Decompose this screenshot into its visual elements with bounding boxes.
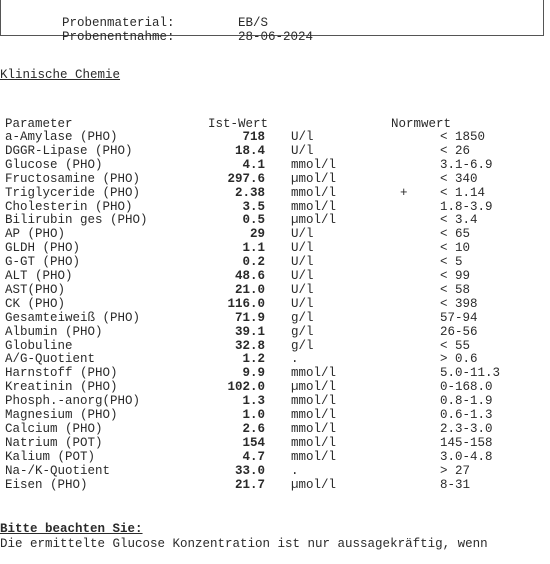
- sample-date-label: Probenentnahme:: [62, 30, 175, 44]
- sample-info-box: [0, 0, 544, 44]
- table-row: [0, 464, 550, 478]
- result-value: 39.1: [234, 324, 265, 339]
- result-value: 0.5: [242, 213, 265, 228]
- reference-range: < 1850: [440, 130, 486, 144]
- sample-material-label: Probenmaterial:: [62, 16, 175, 30]
- reference-range: 0.8-1.9: [440, 394, 493, 409]
- table-row: [0, 394, 550, 408]
- result-value: 21.7: [234, 477, 265, 492]
- reference-range: < 3.4: [440, 213, 478, 228]
- table-row: [0, 269, 550, 283]
- parameter-name: Magnesium (PHO): [5, 408, 118, 422]
- table-row: [0, 352, 550, 366]
- parameter-name: Natrium (POT): [5, 435, 103, 450]
- table-row: [0, 255, 550, 269]
- result-unit: .: [291, 352, 299, 367]
- parameter-name: Glucose (PHO): [5, 157, 103, 172]
- result-value: 154: [242, 435, 265, 450]
- result-unit: mmol/l: [291, 199, 337, 214]
- result-unit: U/l: [291, 255, 314, 270]
- table-row: [0, 213, 550, 227]
- parameter-name: Phosph.-anorg(PHO): [5, 394, 141, 409]
- sample-date-row: [17, 16, 313, 58]
- result-unit: mmol/l: [291, 435, 337, 450]
- reference-range: < 65: [440, 227, 471, 242]
- table-row: [0, 366, 550, 380]
- parameter-name: Fructosamine (PHO): [5, 171, 141, 186]
- parameter-name: Calcium (PHO): [5, 421, 103, 436]
- result-value: 33.0: [234, 463, 265, 478]
- parameter-name: Triglyceride (PHO): [5, 185, 141, 200]
- section-title: Klinische Chemie: [0, 68, 121, 82]
- parameter-name: Gesamteiweiß (PHO): [5, 310, 141, 325]
- table-row: [0, 186, 550, 200]
- parameter-name: CK (PHO): [5, 296, 66, 311]
- parameter-name: DGGR-Lipase (PHO): [5, 143, 133, 158]
- reference-range: 57-94: [440, 310, 478, 325]
- reference-range: 2.3-3.0: [440, 421, 493, 436]
- notice-title: Bitte beachten Sie:: [0, 522, 143, 536]
- result-unit: U/l: [291, 282, 314, 297]
- table-row: [0, 200, 550, 214]
- result-unit: U/l: [291, 241, 314, 256]
- result-value: 32.8: [234, 338, 265, 353]
- table-row: [0, 325, 550, 339]
- table-row: [0, 130, 550, 144]
- result-value: 102.0: [227, 380, 265, 395]
- result-unit: U/l: [291, 269, 314, 283]
- parameter-name: Kalium (POT): [5, 449, 96, 464]
- reference-range: 26-56: [440, 324, 478, 339]
- table-row: [0, 158, 550, 172]
- reference-range: 8-31: [440, 477, 471, 492]
- reference-range: < 58: [440, 282, 471, 297]
- result-value: 48.6: [234, 269, 265, 283]
- reference-range: 3.1-6.9: [440, 157, 493, 172]
- result-unit: µmol/l: [291, 380, 337, 395]
- result-unit: .: [291, 463, 299, 478]
- parameter-name: Harnstoff (PHO): [5, 366, 118, 381]
- parameter-name: Cholesterin (PHO): [5, 199, 133, 214]
- result-unit: g/l: [291, 338, 314, 353]
- table-row: [0, 297, 550, 311]
- table-row: [0, 172, 550, 186]
- result-unit: mmol/l: [291, 157, 337, 172]
- reference-range: < 10: [440, 241, 471, 256]
- table-row: [0, 436, 550, 450]
- reference-range: > 0.6: [440, 352, 478, 367]
- result-unit: mmol/l: [291, 421, 337, 436]
- result-value: 297.6: [227, 171, 265, 186]
- result-value: 1.2: [242, 352, 265, 367]
- result-value: 71.9: [234, 310, 265, 325]
- result-unit: U/l: [291, 143, 314, 158]
- reference-range: 0-168.0: [440, 380, 493, 395]
- result-unit: g/l: [291, 310, 314, 325]
- column-header-value: Ist-Wert: [208, 117, 269, 131]
- result-unit: mmol/l: [291, 185, 337, 200]
- table-row: [0, 227, 550, 241]
- reference-range: 0.6-1.3: [440, 408, 493, 422]
- parameter-name: Albumin (PHO): [5, 324, 103, 339]
- result-value: 4.1: [242, 157, 265, 172]
- result-value: 29: [249, 227, 265, 242]
- parameter-name: Bilirubin ges (PHO): [5, 213, 148, 228]
- table-row: [0, 339, 550, 353]
- reference-range: < 5: [440, 255, 463, 270]
- result-value: 1.1: [242, 241, 265, 256]
- reference-range: < 398: [440, 296, 478, 311]
- result-value: 1.3: [242, 394, 265, 409]
- reference-range: < 1.14: [440, 185, 486, 200]
- parameter-name: AST(PHO): [5, 282, 66, 297]
- parameter-name: A/G-Quotient: [5, 352, 96, 367]
- result-value: 3.5: [242, 199, 265, 214]
- reference-range: 1.8-3.9: [440, 199, 493, 214]
- reference-range: 5.0-11.3: [440, 366, 501, 381]
- result-value: 2.38: [234, 185, 265, 200]
- result-unit: µmol/l: [291, 171, 337, 186]
- parameter-name: G-GT (PHO): [5, 255, 81, 270]
- column-header-parameter: Parameter: [5, 117, 73, 131]
- parameter-name: Na-/K-Quotient: [5, 463, 111, 478]
- reference-range: < 99: [440, 269, 471, 283]
- table-row: [0, 478, 550, 492]
- table-row: [0, 380, 550, 394]
- result-value: 18.4: [234, 143, 265, 158]
- result-unit: µmol/l: [291, 213, 337, 228]
- parameter-name: Kreatinin (PHO): [5, 380, 118, 395]
- result-flag: +: [400, 185, 408, 200]
- table-row: [0, 408, 550, 422]
- parameter-name: Globuline: [5, 338, 73, 353]
- result-value: 2.6: [242, 421, 265, 436]
- reference-range: < 26: [440, 143, 471, 158]
- parameter-name: Eisen (PHO): [5, 477, 88, 492]
- result-unit: U/l: [291, 227, 314, 242]
- reference-range: > 27: [440, 463, 471, 478]
- result-value: 4.7: [242, 449, 265, 464]
- table-row: [0, 311, 550, 325]
- reference-range: < 340: [440, 171, 478, 186]
- result-unit: U/l: [291, 296, 314, 311]
- result-unit: µmol/l: [291, 477, 337, 492]
- table-row: [0, 283, 550, 297]
- result-unit: mmol/l: [291, 449, 337, 464]
- result-unit: mmol/l: [291, 394, 337, 409]
- sample-material-value: EB/S: [238, 16, 269, 30]
- reference-range: < 55: [440, 338, 471, 353]
- table-row: [0, 144, 550, 158]
- parameter-name: GLDH (PHO): [5, 241, 81, 256]
- table-row: [0, 450, 550, 464]
- table-row: [0, 422, 550, 436]
- reference-range: 3.0-4.8: [440, 449, 493, 464]
- reference-range: 145-158: [440, 435, 493, 450]
- result-unit: U/l: [291, 130, 314, 144]
- result-value: 0.2: [242, 255, 265, 270]
- column-header-reference: Normwert: [391, 117, 452, 131]
- table-row: [0, 241, 550, 255]
- parameter-name: a-Amylase (PHO): [5, 130, 118, 144]
- parameter-name: AP (PHO): [5, 227, 66, 242]
- result-value: 116.0: [227, 296, 265, 311]
- sample-date-value: 28-06-2024: [238, 30, 314, 44]
- notice-text: Die ermittelte Glucose Konzentration ist nur aussagekräftig, wenn: [0, 537, 488, 551]
- result-value: 718: [242, 130, 265, 144]
- result-unit: g/l: [291, 324, 314, 339]
- parameter-name: ALT (PHO): [5, 269, 73, 283]
- result-value: 21.0: [234, 282, 265, 297]
- result-value: 1.0: [242, 408, 265, 422]
- result-value: 9.9: [242, 366, 265, 381]
- result-unit: mmol/l: [291, 408, 337, 422]
- result-unit: mmol/l: [291, 366, 337, 381]
